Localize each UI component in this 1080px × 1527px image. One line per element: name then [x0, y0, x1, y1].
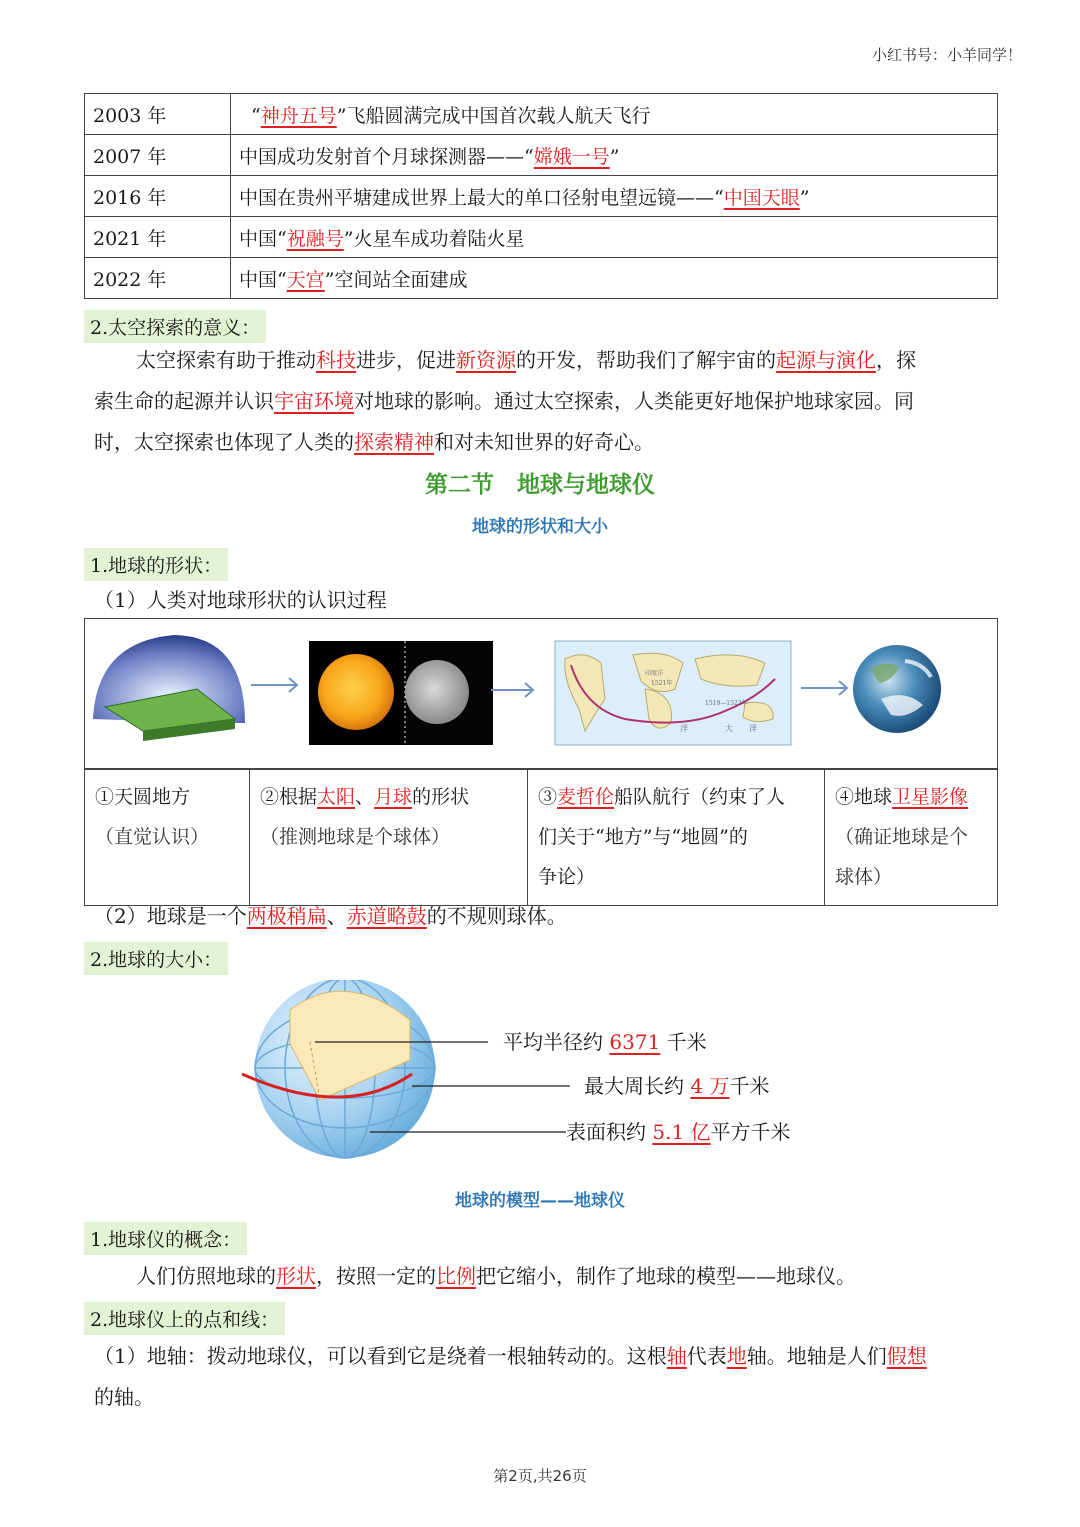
shape-stages-table [84, 768, 998, 906]
table-row [85, 217, 998, 258]
size-heading: 2.地球的大小： [84, 942, 228, 975]
sun-icon [318, 654, 394, 730]
significance-heading: 2.太空探索的意义： [84, 310, 266, 343]
significance-paragraph: 太空探索有助于推动科技进步，促进新资源的开发，帮助我们了解宇宙的起源与演化，探 索生命的起源并认识宇宙环境对地球的影响。通过太空探索，人类能更好地保护地球家园。同 时，太空探索也体现了人类的探索精神和对未知世界的好奇心。 [94, 348, 916, 454]
year-cell: 2007 年 [85, 135, 231, 176]
arrow-right-icon [491, 683, 533, 697]
arrow-right-icon [251, 678, 297, 692]
map-label: 1519—1522年 [705, 700, 748, 707]
table-row [85, 94, 998, 135]
event-cell: 中国成功发射首个月球探测器——“嫦娥一号” [231, 135, 998, 176]
subtitle-globe-model: 地球的模型——地球仪 [455, 1191, 625, 1211]
table-row [85, 176, 998, 217]
year-cell: 2003 年 [85, 94, 231, 135]
section-title: 第二节 地球与地球仪 [425, 472, 655, 498]
map-label: 洋 [749, 724, 757, 733]
stage-cell: ①天圆地方 （直觉认识） [85, 769, 250, 906]
shape-evolution-images [84, 618, 998, 770]
evolution-illustration [85, 619, 997, 769]
stage-cell: ③麦哲伦船队航行（约束了人 们关于“地方”与“地圆”的 争论） [528, 769, 825, 906]
event-cell: 中国“天宫”空间站全面建成 [231, 258, 998, 299]
globe-points-heading: 2.地球仪上的点和线： [84, 1302, 285, 1335]
shape-subheading-1: （1）人类对地球形状的认识过程 [94, 588, 387, 612]
map-label: 印度洋 [645, 670, 664, 677]
event-cell: “神舟五号”飞船圆满完成中国首次载人航天飞行 [231, 94, 998, 135]
event-cell: 中国“祝融号”火星车成功着陆火星 [231, 217, 998, 258]
subtitle-shape-size: 地球的形状和大小 [472, 517, 608, 537]
circumference-label: 最大周长约 4 万千米 [584, 1074, 770, 1098]
table-row [85, 258, 998, 299]
stage-cell: ②根据太阳、月球的形状 （推测地球是个球体） [250, 769, 528, 906]
radius-label: 平均半径约 6371 千米 [503, 1030, 707, 1054]
earth-satellite-icon [853, 645, 941, 733]
year-cell: 2016 年 [85, 176, 231, 217]
page-number: 第2页,共26页 [493, 1467, 587, 1485]
globe-concept-heading: 1.地球仪的概念： [84, 1222, 247, 1255]
earth-axis-paragraph: （1）地轴：拨动地球仪，可以看到它是绕着一根轴转动的。这根轴代表地轴。地轴是人们假想 的轴。 [94, 1344, 927, 1409]
globe-concept-paragraph: 人们仿照地球的形状，按照一定的比例把它缩小，制作了地球的模型——地球仪。 [136, 1264, 856, 1288]
shape-subheading-2: （2）地球是一个两极稍扁、赤道略鼓的不规则球体。 [94, 904, 567, 928]
stage-cell: ④地球卫星影像 （确证地球是个 球体） [825, 769, 998, 906]
milestone-table [84, 93, 998, 299]
sky-dome-icon [93, 635, 245, 741]
watermark: 小红书号：小羊同学！ [871, 46, 1022, 64]
map-label: 洋 [680, 724, 688, 733]
arrow-right-icon [801, 681, 847, 695]
year-cell: 2022 年 [85, 258, 231, 299]
table-row [85, 135, 998, 176]
map-label: 大 [725, 724, 733, 733]
year-cell: 2021 年 [85, 217, 231, 258]
globe-cutaway-icon [242, 980, 435, 1158]
voyage-map-icon [555, 641, 791, 745]
moon-icon [405, 660, 469, 724]
surface-area-label: 表面积约 5.1 亿平方千米 [566, 1120, 791, 1144]
table-row [85, 769, 998, 906]
event-cell: 中国在贵州平塘建成世界上最大的单口径射电望远镜——“中国天眼” [231, 176, 998, 217]
map-label: 1521年 [651, 680, 673, 687]
shape-heading: 1.地球的形状： [84, 548, 228, 581]
